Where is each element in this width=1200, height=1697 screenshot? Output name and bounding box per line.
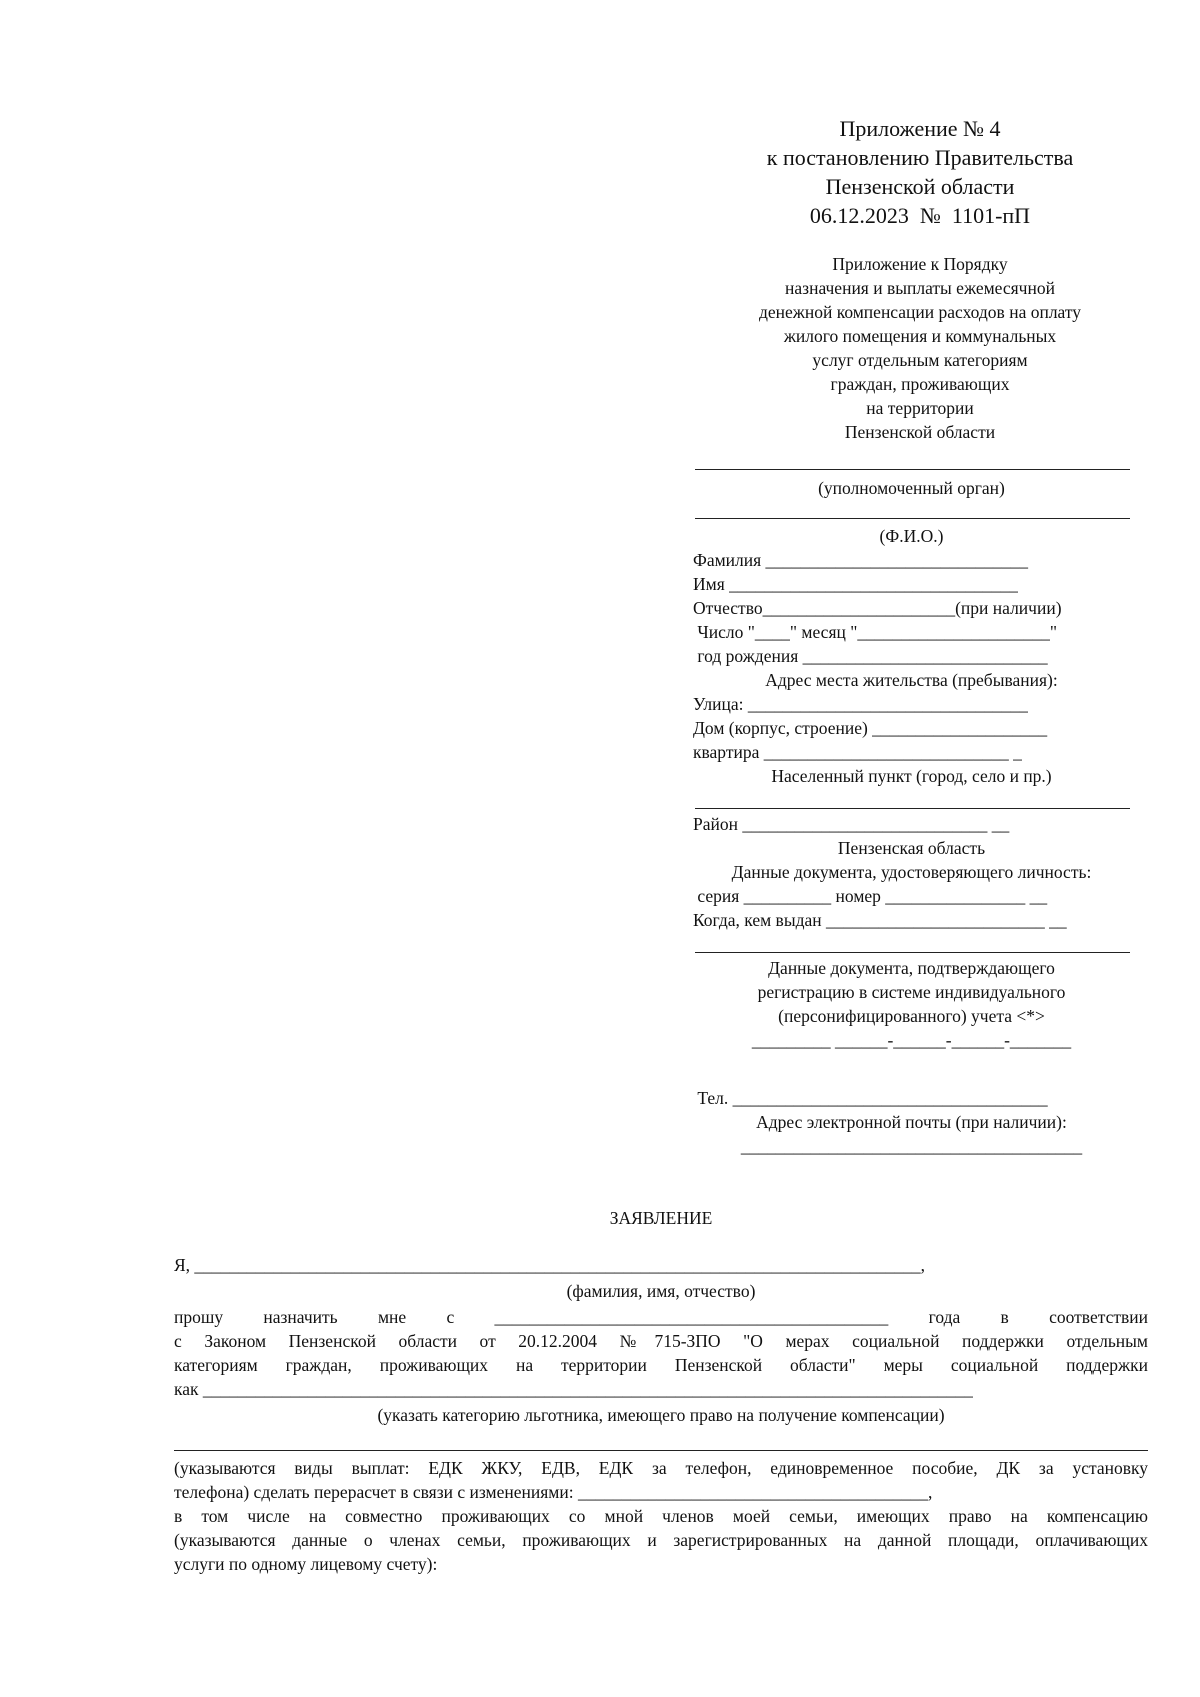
region-label: Пензенская область	[837, 838, 986, 858]
subheader-line-8: Пензенской области	[844, 422, 996, 442]
payments-caption-1: (указываются виды выплат: ЕДК ЖКУ, ЕДВ, ЕДК за телефон, единовременное пособие, ДК за установку	[174, 1458, 1148, 1478]
subheader-line-6: граждан, проживающих	[830, 374, 1010, 394]
category-caption: (указать категорию льготника, имеющего право на получение компенсации)	[377, 1405, 945, 1425]
snils-title-1: Данные документа, подтверждающего	[768, 958, 1055, 978]
subheader-line-7: на территории	[866, 398, 974, 418]
category-line: как ________________________________________________________________________________________	[174, 1379, 973, 1399]
family-line-1: в том числе на совместно проживающих со мной членов моей семьи, имеющих право на компенсацию	[174, 1506, 1148, 1526]
house-field: Дом (корпус, строение) ____________________	[693, 718, 1048, 738]
fio-line	[695, 518, 1130, 519]
snils-mask: _________ ______-______-______-_______	[751, 1030, 1072, 1050]
law-line: с Законом Пензенской области от 20.12.2004 №715-ЗПО "О мерах социальной поддержки отдельным	[174, 1331, 1148, 1351]
statement-title: ЗАЯВЛЕНИЕ	[609, 1208, 713, 1228]
authorized-organ-caption: (уполномоченный орган)	[818, 478, 1005, 498]
payments-line	[174, 1450, 1148, 1451]
address-title: Адрес места жительства (пребывания):	[765, 670, 1058, 690]
patronymic-field: Отчество______________________(при наличии)	[693, 598, 1062, 618]
district-field: Район ____________________________ __	[693, 814, 1010, 834]
family-line-2: (указываются данные о членах семьи, проживающих и зарегистрированных на данной площади, оплачивающих	[174, 1530, 1148, 1550]
name-field: Имя _________________________________	[693, 574, 1018, 594]
subheader-line-3: денежной компенсации расходов на оплату	[758, 302, 1082, 322]
fio-caption: (Ф.И.О.)	[879, 526, 944, 546]
issued-by-line	[695, 952, 1130, 953]
appendix-resolution: к постановлению Правительства	[766, 145, 1074, 170]
flat-field: квартира ____________________________ _	[693, 742, 1022, 762]
street-field: Улица: ________________________________	[693, 694, 1028, 714]
applicant-line: Я, ___________________________________________________________________________________,	[174, 1255, 926, 1275]
subheader-line-1: Приложение к Порядку	[832, 254, 1008, 274]
request-line: прошу назначить мне с _____________________________________________ года в соответствии	[174, 1307, 1148, 1327]
email-line: _______________________________________	[740, 1136, 1083, 1156]
birth-day-month-field: Число "____" месяц "______________________"	[693, 622, 1058, 642]
appendix-date-number: 06.12.2023 № 1101-пП	[809, 203, 1031, 228]
surname-field: Фамилия ______________________________	[693, 550, 1029, 570]
email-title: Адрес электронной почты (при наличии):	[756, 1112, 1067, 1132]
appendix-number: Приложение № 4	[839, 116, 1001, 141]
series-number-field: серия __________ номер ________________ __	[693, 886, 1048, 906]
subheader-line-5: услуг отдельным категориям	[812, 350, 1028, 370]
birth-year-field: год рождения ____________________________	[693, 646, 1048, 666]
applicant-fio-caption: (фамилия, имя, отчество)	[566, 1281, 756, 1301]
appendix-region: Пензенской области	[825, 174, 1015, 199]
id-document-title: Данные документа, удостоверяющего личность:	[731, 862, 1092, 882]
locality-line	[695, 808, 1130, 809]
subheader-line-4: жилого помещения и коммунальных	[783, 326, 1057, 346]
snils-title-3: (персонифицированного) учета <*>	[778, 1006, 1045, 1026]
issued-by-field: Когда, кем выдан _________________________ __	[693, 910, 1067, 930]
snils-title-2: регистрацию в системе индивидуального	[757, 982, 1066, 1002]
authorized-organ-line	[695, 469, 1130, 470]
subheader-line-2: назначения и выплаты ежемесячной	[785, 278, 1055, 298]
locality-title: Населенный пункт (город, село и пр.)	[771, 766, 1052, 786]
payments-caption-2: телефона) сделать перерасчет в связи с изменениями: ________________________________________,	[174, 1482, 933, 1502]
family-line-3: услуги по одному лицевому счету):	[174, 1554, 438, 1574]
phone-field: Тел. ____________________________________	[693, 1088, 1048, 1108]
categories-line: категориям граждан, проживающих на территории Пензенской области" меры социальной поддержки	[174, 1355, 1148, 1375]
